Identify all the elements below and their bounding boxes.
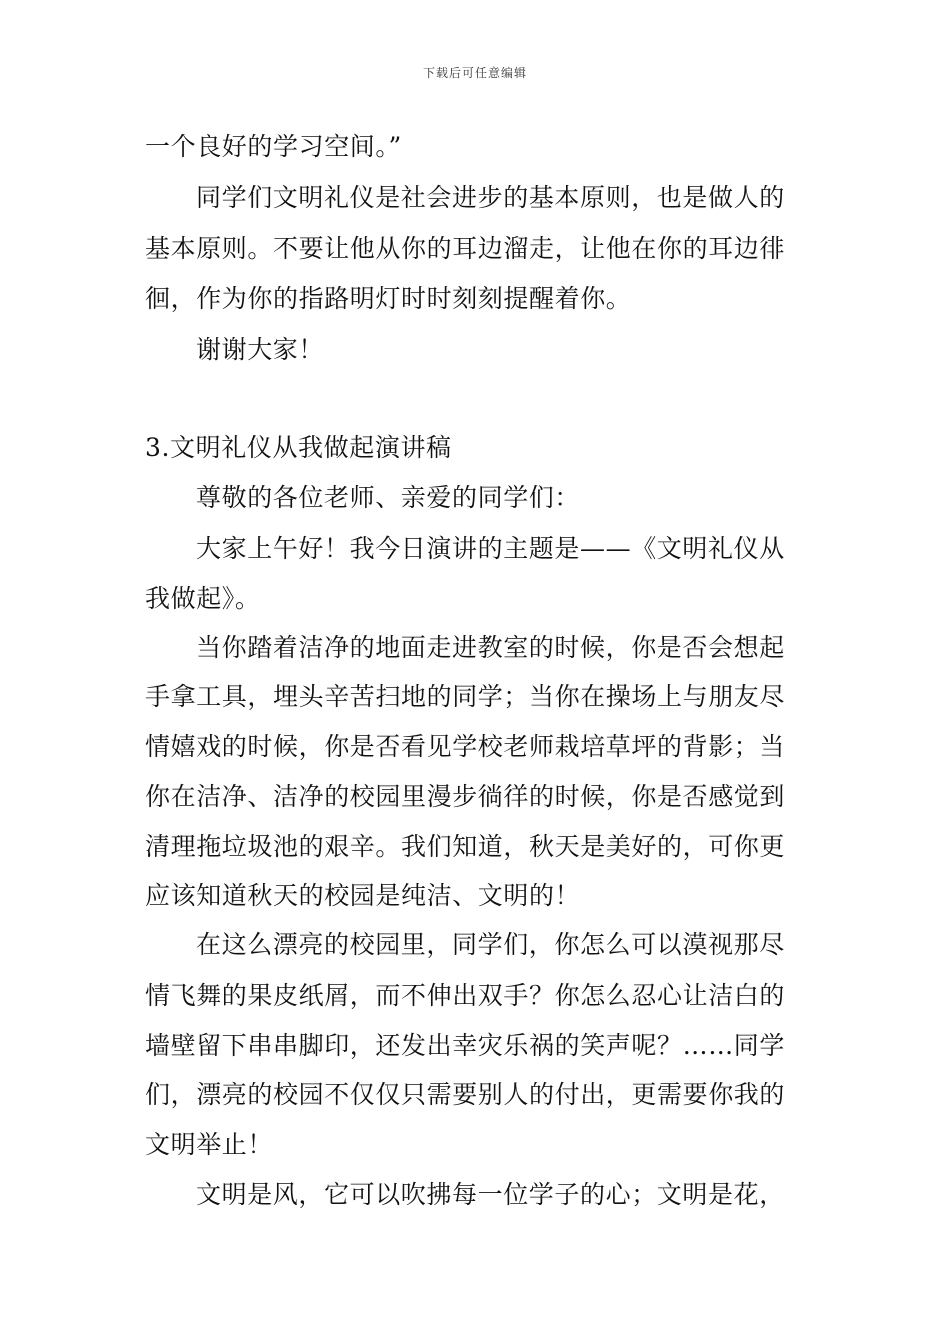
body-line: 我做起》。 bbox=[145, 584, 261, 613]
body-line: 基本原则。不要让他从你的耳边溜走，让他在你的耳边徘 bbox=[145, 234, 786, 263]
salutation-line: 尊敬的各位老师、亲爱的同学们： bbox=[196, 483, 581, 512]
body-line: 徊，作为你的指路明灯时时刻刻提醒着你。 bbox=[145, 284, 632, 313]
body-line: 文明举止！ bbox=[145, 1130, 274, 1159]
body-line: 同学们文明礼仪是社会进步的基本原则，也是做人的 bbox=[196, 183, 785, 212]
body-line: 文明是风，它可以吹拂每一位学子的心；文明是花， bbox=[196, 1180, 785, 1209]
body-line: 情飞舞的果皮纸屑，而不伸出双手？你怎么忍心让洁白的 bbox=[145, 981, 786, 1010]
section-heading: 3.文明礼仪从我做起演讲稿 bbox=[145, 433, 452, 462]
body-line: 清理拖垃圾池的艰辛。我们知道，秋天是美好的，可你更 bbox=[145, 832, 786, 861]
body-line: 们，漂亮的校园不仅仅只需要别人的付出，更需要你我的 bbox=[145, 1080, 786, 1109]
body-line: 你在洁净、洁净的校园里漫步徜徉的时候，你是否感觉到 bbox=[145, 782, 786, 811]
body-line: 在这么漂亮的校园里，同学们，你怎么可以漠视那尽 bbox=[196, 930, 785, 959]
body-line: 手拿工具，埋头辛苦扫地的同学；当你在操场上与朋友尽 bbox=[145, 682, 786, 711]
page-header: 下载后可任意编辑 bbox=[422, 66, 527, 80]
body-line: 情嬉戏的时候，你是否看见学校老师栽培草坪的背影；当 bbox=[145, 732, 786, 761]
body-line: 一个良好的学习空间。” bbox=[145, 132, 402, 161]
body-line: 大家上午好！我今日演讲的主题是——《文明礼仪从 bbox=[196, 534, 785, 563]
body-line: 当你踏着洁净的地面走进教室的时候，你是否会想起 bbox=[196, 633, 785, 662]
body-line: 墙壁留下串串脚印，还发出幸灾乐祸的笑声呢？……同学 bbox=[145, 1031, 786, 1060]
closing-line: 谢谢大家！ bbox=[196, 335, 325, 364]
body-line: 应该知道秋天的校园是纯洁、文明的！ bbox=[145, 881, 581, 910]
